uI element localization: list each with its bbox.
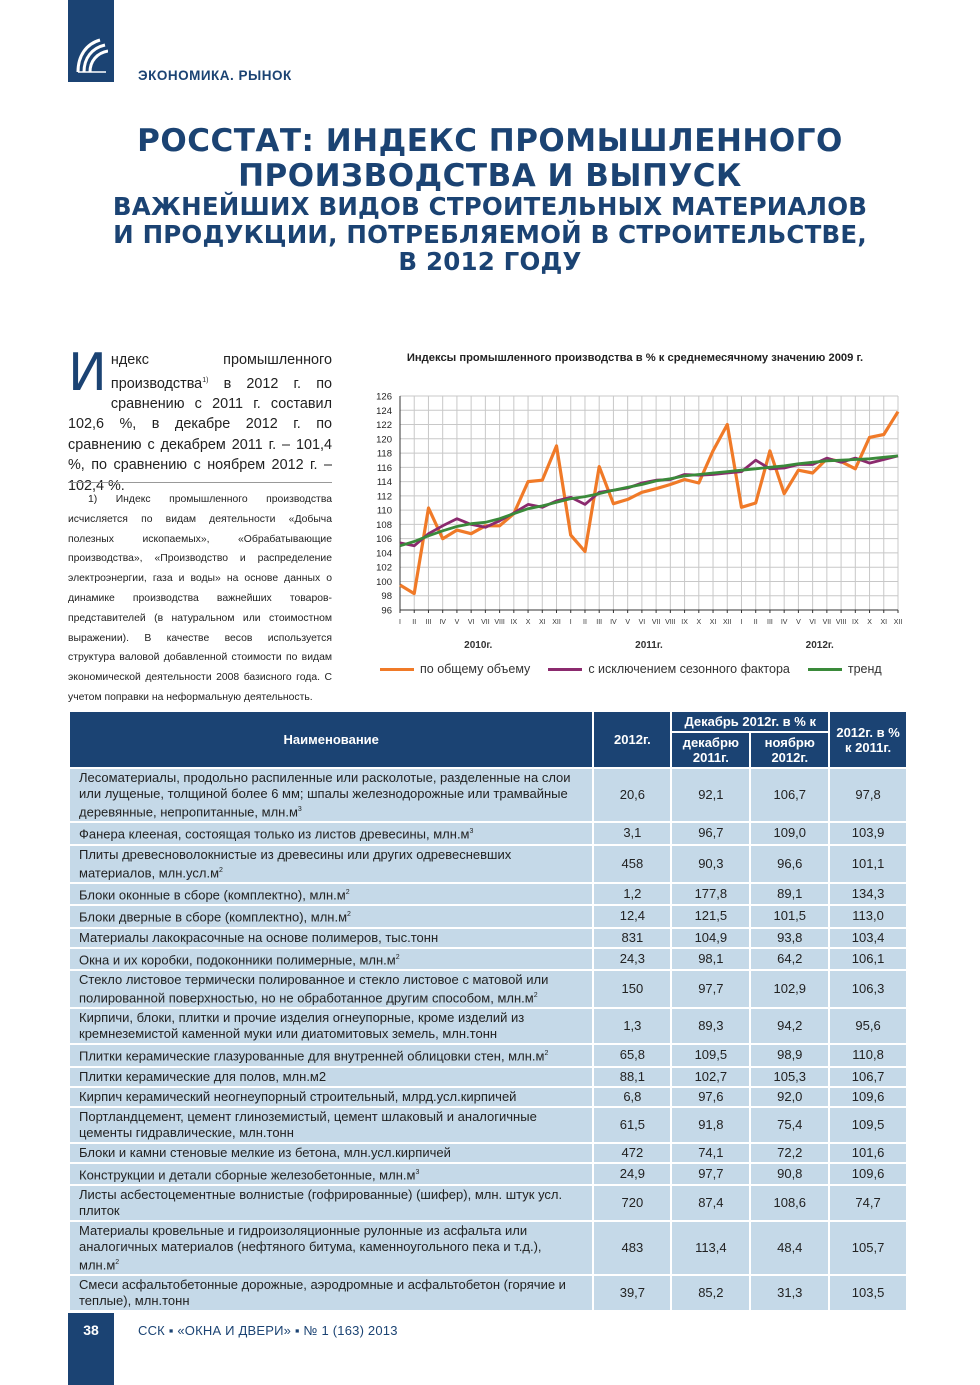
x-tick-label: I [399,619,401,626]
cell-name-text: Блоки и камни стеновые мелкие из бетона, млн.усл.кирпичей [79,1144,451,1160]
year-label: 2011г. [635,640,663,651]
cell-name [69,845,593,883]
title-line: РОССТАТ: ИНДЕКС ПРОМЫШЛЕННОГО [137,123,843,159]
cell-nov: 75,4 [750,1107,829,1143]
x-tick-label: IX [681,619,688,626]
legend-item-seasonal [548,662,790,676]
cell-dec: 91,8 [671,1107,750,1143]
y-tick-label: 102 [376,562,392,574]
cell-yoy: 97,8 [829,768,907,822]
legend-swatch [808,668,842,671]
table-row [69,905,907,927]
section-label: ЭКОНОМИКА. РЫНОК [138,68,292,83]
cell-v2012: 39,7 [593,1275,671,1311]
cell-nov: 93,8 [750,928,829,948]
cell-v2012: 150 [593,970,671,1008]
cell-dec: 98,1 [671,948,750,970]
cell-dec: 87,4 [671,1185,750,1221]
title-line: И ПРОДУКЦИИ, ПОТРЕБЛЯЕМОЙ В СТРОИТЕЛЬСТВЕ, [113,219,867,249]
cell-yoy: 103,4 [829,928,907,948]
cell-yoy: 101,6 [829,1143,907,1163]
table-row [69,845,907,883]
col-header-name: Наименование [69,711,593,768]
legend-item-total [380,662,530,676]
table-row [69,970,907,1008]
x-tick-label: XII [552,619,561,626]
title-line: ВАЖНЕЙШИХ ВИДОВ СТРОИТЕЛЬНЫХ МАТЕРИАЛОВ [112,192,868,222]
magazine-logo-icon [72,34,108,74]
y-tick-label: 100 [376,576,392,588]
cell-v2012: 12,4 [593,905,671,927]
cell-name [69,1067,593,1087]
cell-dec: 104,9 [671,928,750,948]
x-tick-label: VIII [494,619,505,626]
col-header-nov-2012: ноябрю 2012г. [750,732,829,768]
cell-nov: 89,1 [750,883,829,905]
cell-v2012: 65,8 [593,1044,671,1066]
x-tick-label: II [583,619,587,626]
y-tick-label: 98 [381,591,392,603]
x-tick-label: III [596,619,603,626]
lead-text: в 2012 г. по сравнению с 2011 г. составил 102,6 %, в декабре 2012 г. по сравнению с декабрем 2011 г. – 101,4 %, по сравнению с ноябрем 2012 г. – 102,4 %. [68,375,332,494]
x-tick-label: VIII [835,619,847,626]
x-tick-label: XII [893,619,903,626]
unit-superscript: 3 [297,806,302,813]
y-tick-label: 110 [376,505,392,517]
unit-superscript: 3 [469,828,474,836]
cell-name [69,905,593,927]
table-row [69,1107,907,1143]
cell-v2012: 20,6 [593,768,671,822]
y-tick-label: 122 [376,420,392,432]
cell-yoy: 109,6 [829,1163,907,1185]
x-tick-label: X [696,619,702,626]
cell-dec: 89,3 [671,1008,750,1044]
cell-name [69,1163,593,1185]
col-header-december-group: Декабрь 2012г. в % к [671,711,829,732]
year-label: 2010г. [464,640,493,651]
y-tick-label: 106 [376,534,392,546]
x-tick-label: II [753,619,758,626]
cell-nov: 98,9 [750,1044,829,1066]
table-row [69,1221,907,1275]
cell-name [69,948,593,970]
unit-superscript: 2 [395,953,400,961]
year-label: 2012г. [805,640,834,651]
cell-dec: 97,7 [671,1163,750,1185]
divider [68,482,332,483]
cell-name-text: Материалы кровельные и гидроизоляционные рулонные из асфальта или аналогичных материалов (нефтяного битума, каменноугольного пека и т.д.), млн.м [79,1222,542,1273]
cell-nov: 108,6 [750,1185,829,1221]
x-tick-label: XI [538,619,546,626]
cell-name [69,822,593,844]
cell-name-text: Фанера клееная, состоящая только из листов древесины, млн.м [79,826,470,842]
lead-paragraph [68,343,332,496]
cell-dec: 177,8 [671,883,750,905]
cell-name [69,1275,593,1311]
x-tick-label: I [740,619,743,626]
legend-label: тренд [847,662,882,676]
x-tick-label: VII [481,619,490,626]
cell-name-text: Смеси асфальтобетонные дорожные, аэродромные и асфальтобетон (горячие и теплые), млн.тонн [79,1277,566,1309]
cell-yoy: 110,8 [829,1044,907,1066]
cell-name-text: Кирпич керамический неогнеупорный строительный, млрд.усл.кирпичей [79,1088,517,1104]
cell-v2012: 3,1 [593,822,671,844]
cell-dec: 92,1 [671,768,750,822]
cell-v2012: 831 [593,928,671,948]
y-tick-label: 126 [376,391,392,403]
cell-dec: 90,3 [671,845,750,883]
cell-v2012: 6,8 [593,1087,671,1107]
line-chart [360,385,920,660]
y-tick-label: 114 [376,477,392,489]
cell-nov: 64,2 [750,948,829,970]
x-tick-label: III [425,619,432,626]
y-tick-label: 120 [376,434,392,446]
col-header-2012: 2012г. [593,711,671,768]
cell-v2012: 1,2 [593,883,671,905]
legend-swatch [548,668,582,671]
cell-v2012: 458 [593,845,671,883]
cell-name [69,1107,593,1143]
col-header-vs-2011: 2012г. в % к 2011г. [829,711,907,768]
cell-name-text: Плиты древесноволокнистые из древесины или других одревесневших материалов, млн.усл.м [79,846,512,880]
cell-yoy: 106,3 [829,970,907,1008]
cell-name [69,1044,593,1066]
cell-nov: 109,0 [750,822,829,844]
cell-nov: 96,6 [750,845,829,883]
x-tick-label: IV [439,619,446,626]
cell-nov: 106,7 [750,768,829,822]
cell-name [69,928,593,948]
cell-v2012: 24,9 [593,1163,671,1185]
table-row [69,1185,907,1221]
cell-yoy: 134,3 [829,883,907,905]
x-tick-label: VI [809,619,816,626]
cell-v2012: 483 [593,1221,671,1275]
cell-nov: 92,0 [750,1087,829,1107]
x-tick-label: X [867,619,872,626]
cell-name [69,1221,593,1275]
chart-title: Индексы промышленного производства в % к среднемесячному значению 2009 г. [406,352,864,364]
cell-dec: 74,1 [671,1143,750,1163]
cell-dec: 121,5 [671,905,750,927]
x-tick-label: IX [852,619,859,626]
lead-text: ндекс промышленного производства [110,352,332,392]
x-tick-label: IV [780,619,788,626]
x-tick-label: I [569,619,572,626]
cell-yoy: 74,7 [829,1185,907,1221]
table-row [69,1087,907,1107]
cell-name-text: Стекло листовое термически полированное и стекло листовое с матовой или полированной поверхностью, но не обработанное другим способом, млн.м [79,971,549,1006]
cell-name [69,1087,593,1107]
col-header-dec-2011: декабрю 2011г. [671,732,750,768]
cell-name-text: Материалы лакокрасочные на основе полимеров, тыс.тонн [79,929,439,945]
cell-name-text: Плитки керамические глазурованные для внутренней облицовки стен, млн.м [79,1048,545,1064]
cell-yoy: 113,0 [829,905,907,927]
cell-name [69,768,593,822]
cell-v2012: 88,1 [593,1067,671,1087]
cell-yoy: 95,6 [829,1008,907,1044]
x-tick-label: VI [638,619,646,626]
cell-yoy: 103,5 [829,1275,907,1311]
x-tick-label: IV [610,619,617,626]
footnote: 1) Индекс промышленного производства исчисляется по видам деятельности «Добыча полезных ископаемых», «Обрабатывающие производства», «Производство и распределение электроэнергии, газа и воды» на основе данных о динамике производства важнейших товаров-представителей (в натуральном или стоимостном выражении). В качестве весов используется структура валовой добавленной стоимости по видам экономической деятельности 2008 базисного года. С учетом поправки на неформальную деятельность. [68,494,332,703]
cell-yoy: 109,6 [829,1087,907,1107]
table-row [69,1163,907,1185]
x-tick-label: VIII [665,619,676,626]
x-tick-label: X [525,619,531,626]
table-row [69,1275,907,1311]
cell-v2012: 24,3 [593,948,671,970]
x-tick-label: XII [722,619,732,626]
publication-footer: ССК ▪ «ОКНА И ДВЕРИ» ▪ № 1 (163) 2013 [138,1323,398,1338]
cell-yoy: 101,1 [829,845,907,883]
cell-yoy: 106,1 [829,948,907,970]
x-tick-label: XI [880,619,888,626]
table-row [69,883,907,905]
cell-yoy: 103,9 [829,822,907,844]
table-row [69,1143,907,1163]
cell-v2012: 61,5 [593,1107,671,1143]
y-tick-label: 124 [376,405,392,417]
cell-nov: 90,8 [750,1163,829,1185]
table-row [69,1044,907,1066]
y-tick-label: 112 [376,491,392,503]
cell-name-text: Окна и их коробки, подоконники полимерные, млн.м [79,951,396,967]
x-tick-label: III [767,619,773,626]
y-tick-label: 108 [376,519,392,531]
cell-yoy: 109,5 [829,1107,907,1143]
cell-nov: 31,3 [750,1275,829,1311]
x-tick-label: VII [822,619,832,626]
cell-name-text: Листы асбестоцементные волнистые (гофрированные) (шифер), млн. штук усл. плиток [79,1186,563,1218]
cell-dec: 96,7 [671,822,750,844]
cell-dec: 85,2 [671,1275,750,1311]
x-tick-label: V [625,619,630,626]
x-tick-label: XI [709,619,717,626]
cell-dec: 113,4 [671,1221,750,1275]
table-row [69,948,907,970]
unit-superscript: 2 [544,1050,549,1058]
y-tick-label: 96 [381,605,392,617]
unit-superscript: 2 [219,866,223,874]
cell-nov: 101,5 [750,905,829,927]
cell-dec: 97,7 [671,970,750,1008]
page-number: 38 [83,1322,99,1338]
x-tick-label: VII [651,619,661,626]
legend-swatch [380,668,414,671]
cell-name [69,970,593,1008]
cell-v2012: 472 [593,1143,671,1163]
cell-name [69,1008,593,1044]
table-row [69,1008,907,1044]
chart-legend [380,662,900,676]
cell-nov: 72,2 [750,1143,829,1163]
cell-nov: 94,2 [750,1008,829,1044]
cell-name-text: Лесоматериалы, продольно распиленные или расколотые, разделенные на слои или лущеные, толщиной более 6 мм; шпалы железнодорожные или трамвайные деревянные, непропитанные, млн.м [79,770,571,820]
y-tick-label: 118 [376,448,392,460]
cell-nov: 102,9 [750,970,829,1008]
cell-name-text: Плитки керамические для полов, млн.м2 [79,1068,327,1084]
x-tick-label: VI [467,619,475,626]
table-row [69,822,907,844]
x-tick-label: V [796,619,801,626]
cell-v2012: 1,3 [593,1008,671,1044]
y-tick-label: 104 [376,548,392,560]
drop-cap: И [68,343,107,403]
footnote-ref: 1) [202,376,209,384]
cell-name [69,883,593,905]
title-line: В 2012 ГОДУ [398,247,582,277]
unit-superscript: 2 [345,888,350,896]
cell-name-text: Портландцемент, цемент глиноземистый, цемент шлаковый и аналогичные цементы гидравлические, млн.тонн [79,1108,537,1140]
cell-yoy: 105,7 [829,1221,907,1275]
cell-v2012: 720 [593,1185,671,1221]
y-tick-label: 116 [376,462,392,474]
cell-nov: 105,3 [750,1067,829,1087]
unit-superscript: 2 [533,991,538,999]
legend-label: с исключением сезонного фактора [588,662,790,676]
cell-name-text: Конструкции и детали сборные железобетонные, млн.м [79,1166,416,1182]
cell-name-text: Кирпичи, блоки, плитки и прочие изделия огнеупорные, кроме изделий из кремнеземистой каменной муки или диатомитовых земель, млн.тонн [79,1010,525,1042]
cell-name [69,1143,593,1163]
title-line: ПРОИЗВОДСТВА И ВЫПУСК [238,157,742,194]
legend-label: по общему объему [420,662,531,676]
unit-superscript: 2 [347,911,351,919]
cell-name-text: Блоки дверные в сборе (комплектно), млн.м [79,909,348,925]
cell-dec: 109,5 [671,1044,750,1066]
cell-name [69,1185,593,1221]
cell-yoy: 106,7 [829,1067,907,1087]
article-title [60,124,920,276]
x-tick-label: V [454,619,460,626]
legend-item-trend [808,662,882,676]
table-row [69,928,907,948]
table-row [69,768,907,822]
x-tick-label: IX [510,619,518,626]
cell-dec: 97,6 [671,1087,750,1107]
x-tick-label: II [412,619,417,626]
cell-name-text: Блоки оконные в сборе (комплектно), млн.м [79,887,346,903]
production-table [68,710,908,1312]
cell-dec: 102,7 [671,1067,750,1087]
unit-superscript: 3 [415,1168,420,1176]
unit-superscript: 2 [115,1258,120,1266]
table-row [69,1067,907,1087]
cell-nov: 48,4 [750,1221,829,1275]
